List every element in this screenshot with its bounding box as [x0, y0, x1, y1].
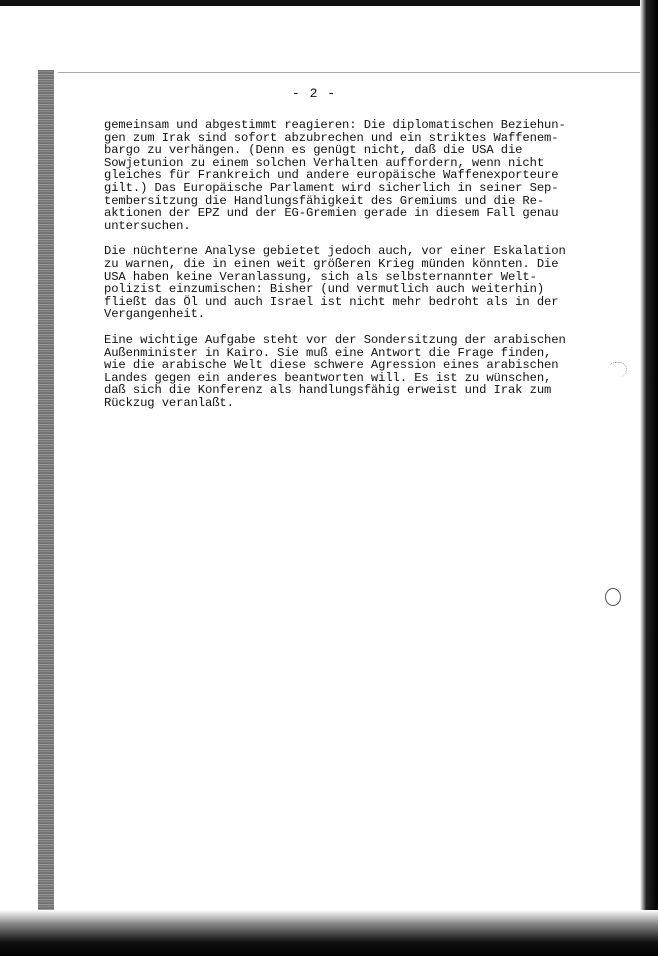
text-line: untersuchen. [104, 218, 191, 233]
scan-border-right [640, 0, 658, 956]
text-line: Sowjetunion zu einem solchen Verhalten auffordern, wenn nicht [104, 155, 545, 170]
text-line: Die nüchterne Analyse gebietet jedoch auch, vor einer Eskalation [104, 244, 566, 259]
text-line: gilt.) Das Europäische Parlament wird sicherlich in seiner Sep- [104, 180, 559, 195]
text-line: polizist einzumischen: Bisher (und vermutlich auch weiterhin) [104, 282, 545, 297]
paragraph-2 [104, 245, 584, 321]
text-line: Eine wichtige Aufgabe steht vor der Sondersitzung der arabischen [104, 332, 566, 347]
page-number: - 2 - [292, 86, 337, 101]
text-line: gen zum Irak sind sofort abzubrechen und ein striktes Waffenem- [104, 130, 559, 145]
text-line: fließt das Öl und auch Israel ist nicht mehr bedroht als in der [104, 294, 559, 309]
scan-border-top [0, 0, 658, 6]
text-line: Landes gegen ein anderes beantworten will. Es ist zu wünschen, [104, 370, 552, 385]
text-line: daß sich die Konferenz als handlungsfähig erweist und Irak zum [104, 383, 552, 398]
text-line: Vergangenheit. [104, 307, 205, 322]
text-line: zu warnen, die in einen weit größeren Krieg münden könnten. Die [104, 256, 559, 271]
punch-hole-mark [605, 588, 621, 606]
paragraph-3 [104, 334, 584, 410]
text-line: gleiches für Frankreich und andere europäische Waffenexporteure [104, 168, 559, 183]
text-line: Rückzug veranlaßt. [104, 395, 234, 410]
text-line: bargo zu verhängen. (Denn es genügt nicht, daß die USA die [104, 143, 523, 158]
paragraph-1 [104, 119, 584, 232]
text-line: aktionen der EPZ und der EG-Gremien gerade in diesem Fall genau [104, 206, 559, 221]
text-line: USA haben keine Veranlassung, sich als selbsternannter Welt- [104, 269, 537, 284]
text-line: tembersitzung die Handlungsfähigkeit des Gremiums und die Re- [104, 193, 545, 208]
scan-border-bottom [0, 910, 658, 956]
scan-smudge [608, 362, 627, 377]
text-line: wie die arabische Welt diese schwere Agression eines arabischen [104, 358, 559, 373]
text-line: Außenminister in Kairo. Sie muß eine Antwort die Frage finden, [104, 345, 552, 360]
document-body [104, 119, 584, 422]
text-line: gemeinsam und abgestimmt reagieren: Die diplomatischen Beziehun- [104, 118, 566, 132]
scan-border-left [38, 70, 54, 910]
